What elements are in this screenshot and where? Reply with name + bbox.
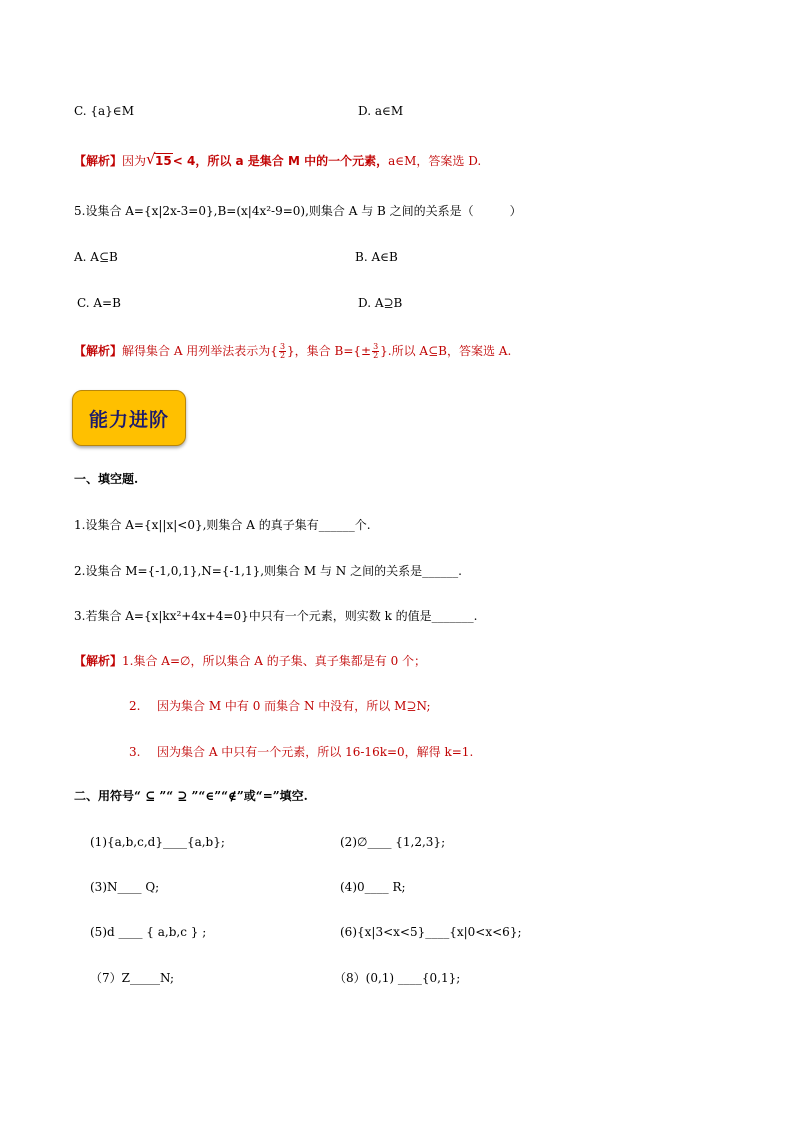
fraction-numerator: 3: [373, 342, 379, 351]
analysis-answer-1: 1.集合 A=∅，所以集合 A 的子集、真子集都是有 0 个；: [122, 654, 427, 668]
fraction-numerator: 3: [279, 342, 286, 351]
analysis-tag: 【解析】: [74, 344, 123, 358]
q4-option-c: C. {a}∈M: [74, 104, 134, 118]
q5-stem: 5.设集合 A={x|2x-3=0},B=(x|4x²-9=0),则集合 A 与 B 之间的关系是（ ）: [74, 204, 522, 218]
section2-item: (3)N____ Q;: [90, 880, 160, 894]
section2-item: (6){x|3<x<5}____{x|0<x<6};: [340, 925, 522, 939]
section1-analysis-2: [129, 698, 431, 714]
analysis-answer-3: 因为集合 A 中只有一个元素，所以 16-16k=0，解得 k=1.: [157, 745, 474, 759]
section1-question-2: 2.设集合 M={-1,0,1},N={-1,1},则集合 M 与 N 之间的关系是______.: [74, 564, 462, 578]
analysis-number: 3.: [129, 745, 141, 759]
section2-heading: 二、用符号“ ⊆ ”“ ⊇ ”“∈”“∉”或“=”填空.: [74, 789, 308, 803]
analysis-number: 2.: [129, 699, 141, 713]
analysis-tag: 【解析】: [74, 654, 123, 668]
q4-analysis: [74, 150, 482, 169]
q5-option-b: B. A∈B: [355, 250, 398, 264]
section2-item: （8）(0,1) ____{0,1};: [334, 971, 461, 985]
section1-analysis-3: [129, 744, 473, 760]
sqrt-argument: 15: [155, 154, 172, 168]
section-badge: [72, 390, 186, 446]
sqrt-expression: [146, 150, 173, 169]
section2-item: (4)0____ R;: [340, 880, 406, 894]
section1-analysis-1: [74, 653, 426, 669]
analysis-part1: 解得集合 A 用列举法表示为{: [122, 344, 278, 358]
q5-option-a: A. A⊆B: [74, 250, 118, 264]
section2-item: (5)d ____ { a,b,c } ;: [90, 925, 207, 939]
analysis-conclusion: a∈M，答案选 D.: [388, 154, 482, 168]
section-badge-label: 能力进阶: [88, 408, 169, 431]
q5-option-d: D. A⊇B: [358, 296, 403, 310]
section2-item: (2)∅____ {1,2,3};: [340, 835, 446, 849]
fraction-three-halves: [372, 343, 379, 360]
analysis-because: 因为: [122, 154, 147, 168]
analysis-tag: 【解析】: [74, 154, 123, 168]
section1-heading: 一、填空题.: [74, 472, 139, 486]
analysis-statement: < 4，所以 a 是集合 M 中的一个元素，: [172, 154, 389, 168]
section2-item: (1){a,b,c,d}____{a,b};: [90, 835, 225, 849]
fraction-three-halves: [279, 343, 286, 360]
analysis-part3: }.所以 A⊆B，答案选 A.: [380, 344, 512, 358]
section1-question-3: 3.若集合 A={x|kx²+4x+4=0}中只有一个元素，则实数 k 的值是_______.: [74, 609, 478, 623]
analysis-part2: }，集合 B={±: [287, 344, 372, 358]
sqrt-radical-icon: √: [146, 150, 156, 168]
fraction-denominator: 2: [279, 351, 286, 360]
q4-option-d: D. a∈M: [358, 104, 404, 118]
section1-question-1: 1.设集合 A={x||x|<0},则集合 A 的真子集有______个.: [74, 518, 371, 532]
fraction-denominator: 2: [373, 351, 379, 360]
section2-item: （7）Z_____N;: [90, 971, 175, 985]
q5-analysis: [74, 343, 511, 360]
analysis-answer-2: 因为集合 M 中有 0 而集合 N 中没有，所以 M⊇N;: [157, 699, 431, 713]
q5-option-c: C. A=B: [77, 296, 121, 310]
